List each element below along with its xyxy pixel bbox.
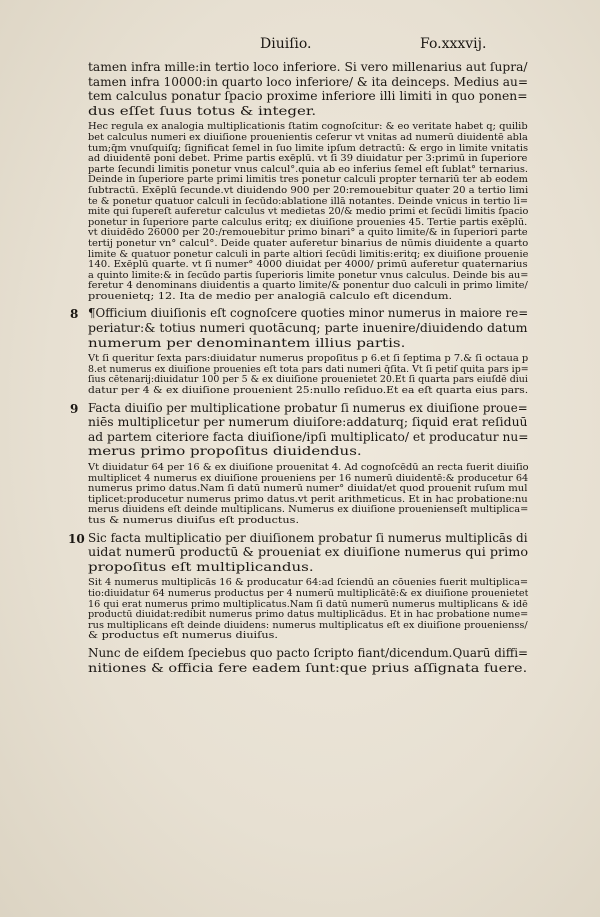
text-line: tum;q̄m vnuſquiſq; ſignificat ſemel in ſuo limite ipſum detractū: & ergo in limite vnitatis: [88, 143, 528, 154]
text-line: 8.et numerus ex diuiſione prouenies eſt tota pars dati numeri q̄ſita. Vt ſi petiſ quita pars ip=: [88, 364, 529, 375]
text-line: productū diuidat:redibit numerus primo datus multiplicādus. Et in hac probatione nume=: [88, 610, 528, 621]
text-line: dus eſſet ſuus totus & integer.: [88, 103, 317, 118]
text-line: Hec regula ex analogia multiplicationis ſtatim cognoſcitur: & eo veritate habet q; quilib: [88, 122, 528, 133]
text-line: Vt ſi queritur ſexta pars:diuidatur numerus propoſitus p 6.et ſi ſeptima p 7.& ſi octaua p: [88, 354, 528, 365]
text-line: vt diuidēdo 26000 per 20:/remouebitur primo binari° a quito limite/& in ſuperiori parte: [88, 228, 528, 239]
text-line: mite qui ſupereſt auferetur calculus vt medietas 20/& medio primi et ſecūdi limitis ſpacio: [88, 207, 528, 218]
text-line: tiplicet:producetur numerus primo datus.vt perit arithmeticus. Et in hac probatione:nu: [88, 494, 528, 505]
running-head: Diuiſio.: [260, 36, 312, 52]
text-line: niēs multiplicetur per numerum diuiſore:addaturq; ſiquid erat reſiduū: [88, 415, 528, 430]
numbered-rule: [68, 530, 529, 575]
rule-number: 9: [70, 401, 79, 416]
text-line: te & ponetur quatuor calculi in ſecūdo:ablatione illā notantes. Deinde vnicus in tertio li=: [88, 196, 529, 207]
text-line: tio:diuidatur 64 numerus productus per 4 numerū multiplicātē:& ex diuiſione prouenietet: [88, 588, 529, 599]
text-line: datur per 4 & ex diuiſione prouenient 25:nullo reſiduo.Et ea eſt quarta eius pars.: [88, 386, 528, 397]
text-line: tamen infra mille:in tertio loco inferiore. Si vero millenarius aut ſupra/: [88, 60, 528, 74]
commentary-paragraph: [88, 354, 528, 396]
commentary-paragraph: [88, 122, 528, 302]
text-line: merus primo propoſitus diuidendus.: [88, 444, 362, 459]
text-line: parte ſecundi limitis ponetur vnus calcul°.quia ab eo inferius ſemel eſt ſublat° ternarius.: [88, 164, 529, 175]
text-line: tus & numerus diuiſus eſt productus.: [88, 515, 300, 526]
text-line: 140. Exēplū quarte. vt ſi numer° 4000 diuidat per 4000/ primū auferetur quaternarius: [88, 260, 528, 271]
body-text: [68, 60, 529, 679]
text-line: uidat numerū productū & proueniat ex diuiſione numerus qui primo: [88, 545, 529, 560]
folio-number: Fo.xxxvij.: [420, 36, 487, 52]
text-line: ſubtractū. Exēplū ſecunde.vt diuidendo 900 per 20:remouebitur quater 20 a tertio limi: [88, 185, 529, 196]
text-line: a quinto limite:& in ſecūdo partis ſuperioris limite ponetur vnus calculus. Deinde bis au=: [88, 270, 528, 281]
numbered-rule: [70, 400, 529, 459]
text-line: limite & quatuor ponetur calculi in parte altiori ſecūdi limitis:eritq; ex diuiſione prouenie: [88, 249, 529, 260]
text-line: & productus eſt numerus diuiſus.: [88, 631, 278, 642]
numbered-rule: [70, 306, 529, 350]
text-line: Sic facta multiplicatio per diuiſionem probatur ſi numerus multiplicās di: [88, 530, 528, 545]
text-line: Deinde in ſuperiore parte primi limitis tres ponetur calculi propter ternariū ter ab eodem: [88, 175, 528, 186]
page-header: [0, 36, 600, 56]
main-paragraph: [88, 60, 528, 118]
text-line: feretur 4 denominans diuidentis a quarto limite/& ponentur duo calculi in primo limite/: [88, 281, 528, 292]
text-line: ad diuidentē poni debet. Prime partis exēplū. vt ſi 39 diuidatur per 3:primū in ſuperiore: [88, 154, 528, 165]
rule-number: 10: [68, 531, 85, 546]
text-line: ¶Officium diuiſionis eſt cognoſcere quoties minor numerus in maiore re=: [88, 306, 529, 321]
text-line: Vt diuidatur 64 per 16 & ex diuiſione prouenitat 4. Ad cognoſcēdū an recta fuerit diuiſio: [88, 463, 529, 473]
text-line: ponetur in ſuperiore parte calculus eritq; ex diuiſione prouenies 45. Tertie partis exēplū.: [88, 217, 528, 228]
text-line: Facta diuiſio per multiplicatione probatur ſi numerus ex diuiſione proue=: [88, 400, 528, 415]
text-line: numerus primo datus.Nam ſi datū numerū numer° diuidat/et quod prouenit ruſum mul: [88, 484, 528, 495]
text-line: bet calculus numeri ex diuiſione prouenientis ceſerur vt vnitas ad numerū diuidentē abla: [88, 132, 528, 143]
text-line: Sit 4 numerus multiplicās 16 & producatur 64:ad ſciendū an cōuenies fuerit multiplica=: [88, 578, 529, 589]
main-paragraph: [88, 646, 528, 675]
text-line: merus diuidens eſt deinde multiplicans. Numerus ex diuiſione prouenienseſt multiplica=: [88, 505, 528, 516]
text-line: numerum per denominantem illius partis.: [88, 335, 406, 350]
text-line: tertij ponetur vn° calcul°. Deide quater auferetur binarius de nūmis diuidente a quarto: [88, 238, 528, 249]
commentary-paragraph: [88, 578, 528, 642]
text-line: prouenietq; 12. Ita de medio per analogiā calculo eſt dicendum.: [88, 291, 453, 302]
text-line: ad partem citeriore facta diuiſione/ipſi multiplicato/ et producatur nu=: [88, 429, 529, 444]
commentary-paragraph: [88, 463, 528, 527]
text-line: nitiones & officia fere eadem ſunt:que prius aſſignata fuere.: [88, 660, 528, 675]
text-line: propoſitus eſt multiplicandus.: [88, 559, 314, 574]
text-line: periatur:& totius numeri quotācunq; parte inuenire/diuidendo datum: [88, 321, 528, 336]
text-line: multiplicet 4 numerus ex diuiſione proueniens per 16 numerū diuidentē:& producetur 64: [88, 473, 528, 484]
text-line: tem calculus ponatur ſpacio proxime inferiore illi limiti in quo ponen=: [88, 89, 528, 104]
rule-number: 8: [70, 307, 79, 322]
text-line: rus multiplicans eſt deinde diuidens: numerus multiplicatus eſt ex diuiſione prouenienss/: [88, 620, 528, 631]
text-line: 16 qui erat numerus primo multiplicatus.Nam ſi datū numerū numerus multiplicans & idē: [88, 599, 528, 610]
text-line: ſius cētenarij:diuidatur 100 per 5 & ex diuiſione prouenietet 20.Et ſi quarta pars eiuſdē diui: [88, 375, 528, 386]
text-line: tamen infra 10000:in quarto loco inferiore/ & ita deinceps. Medius au=: [88, 74, 528, 89]
text-line: Nunc de eiſdem ſpeciebus quo pacto ſcripto fiant/dicendum.Quarū diffi=: [88, 645, 528, 660]
